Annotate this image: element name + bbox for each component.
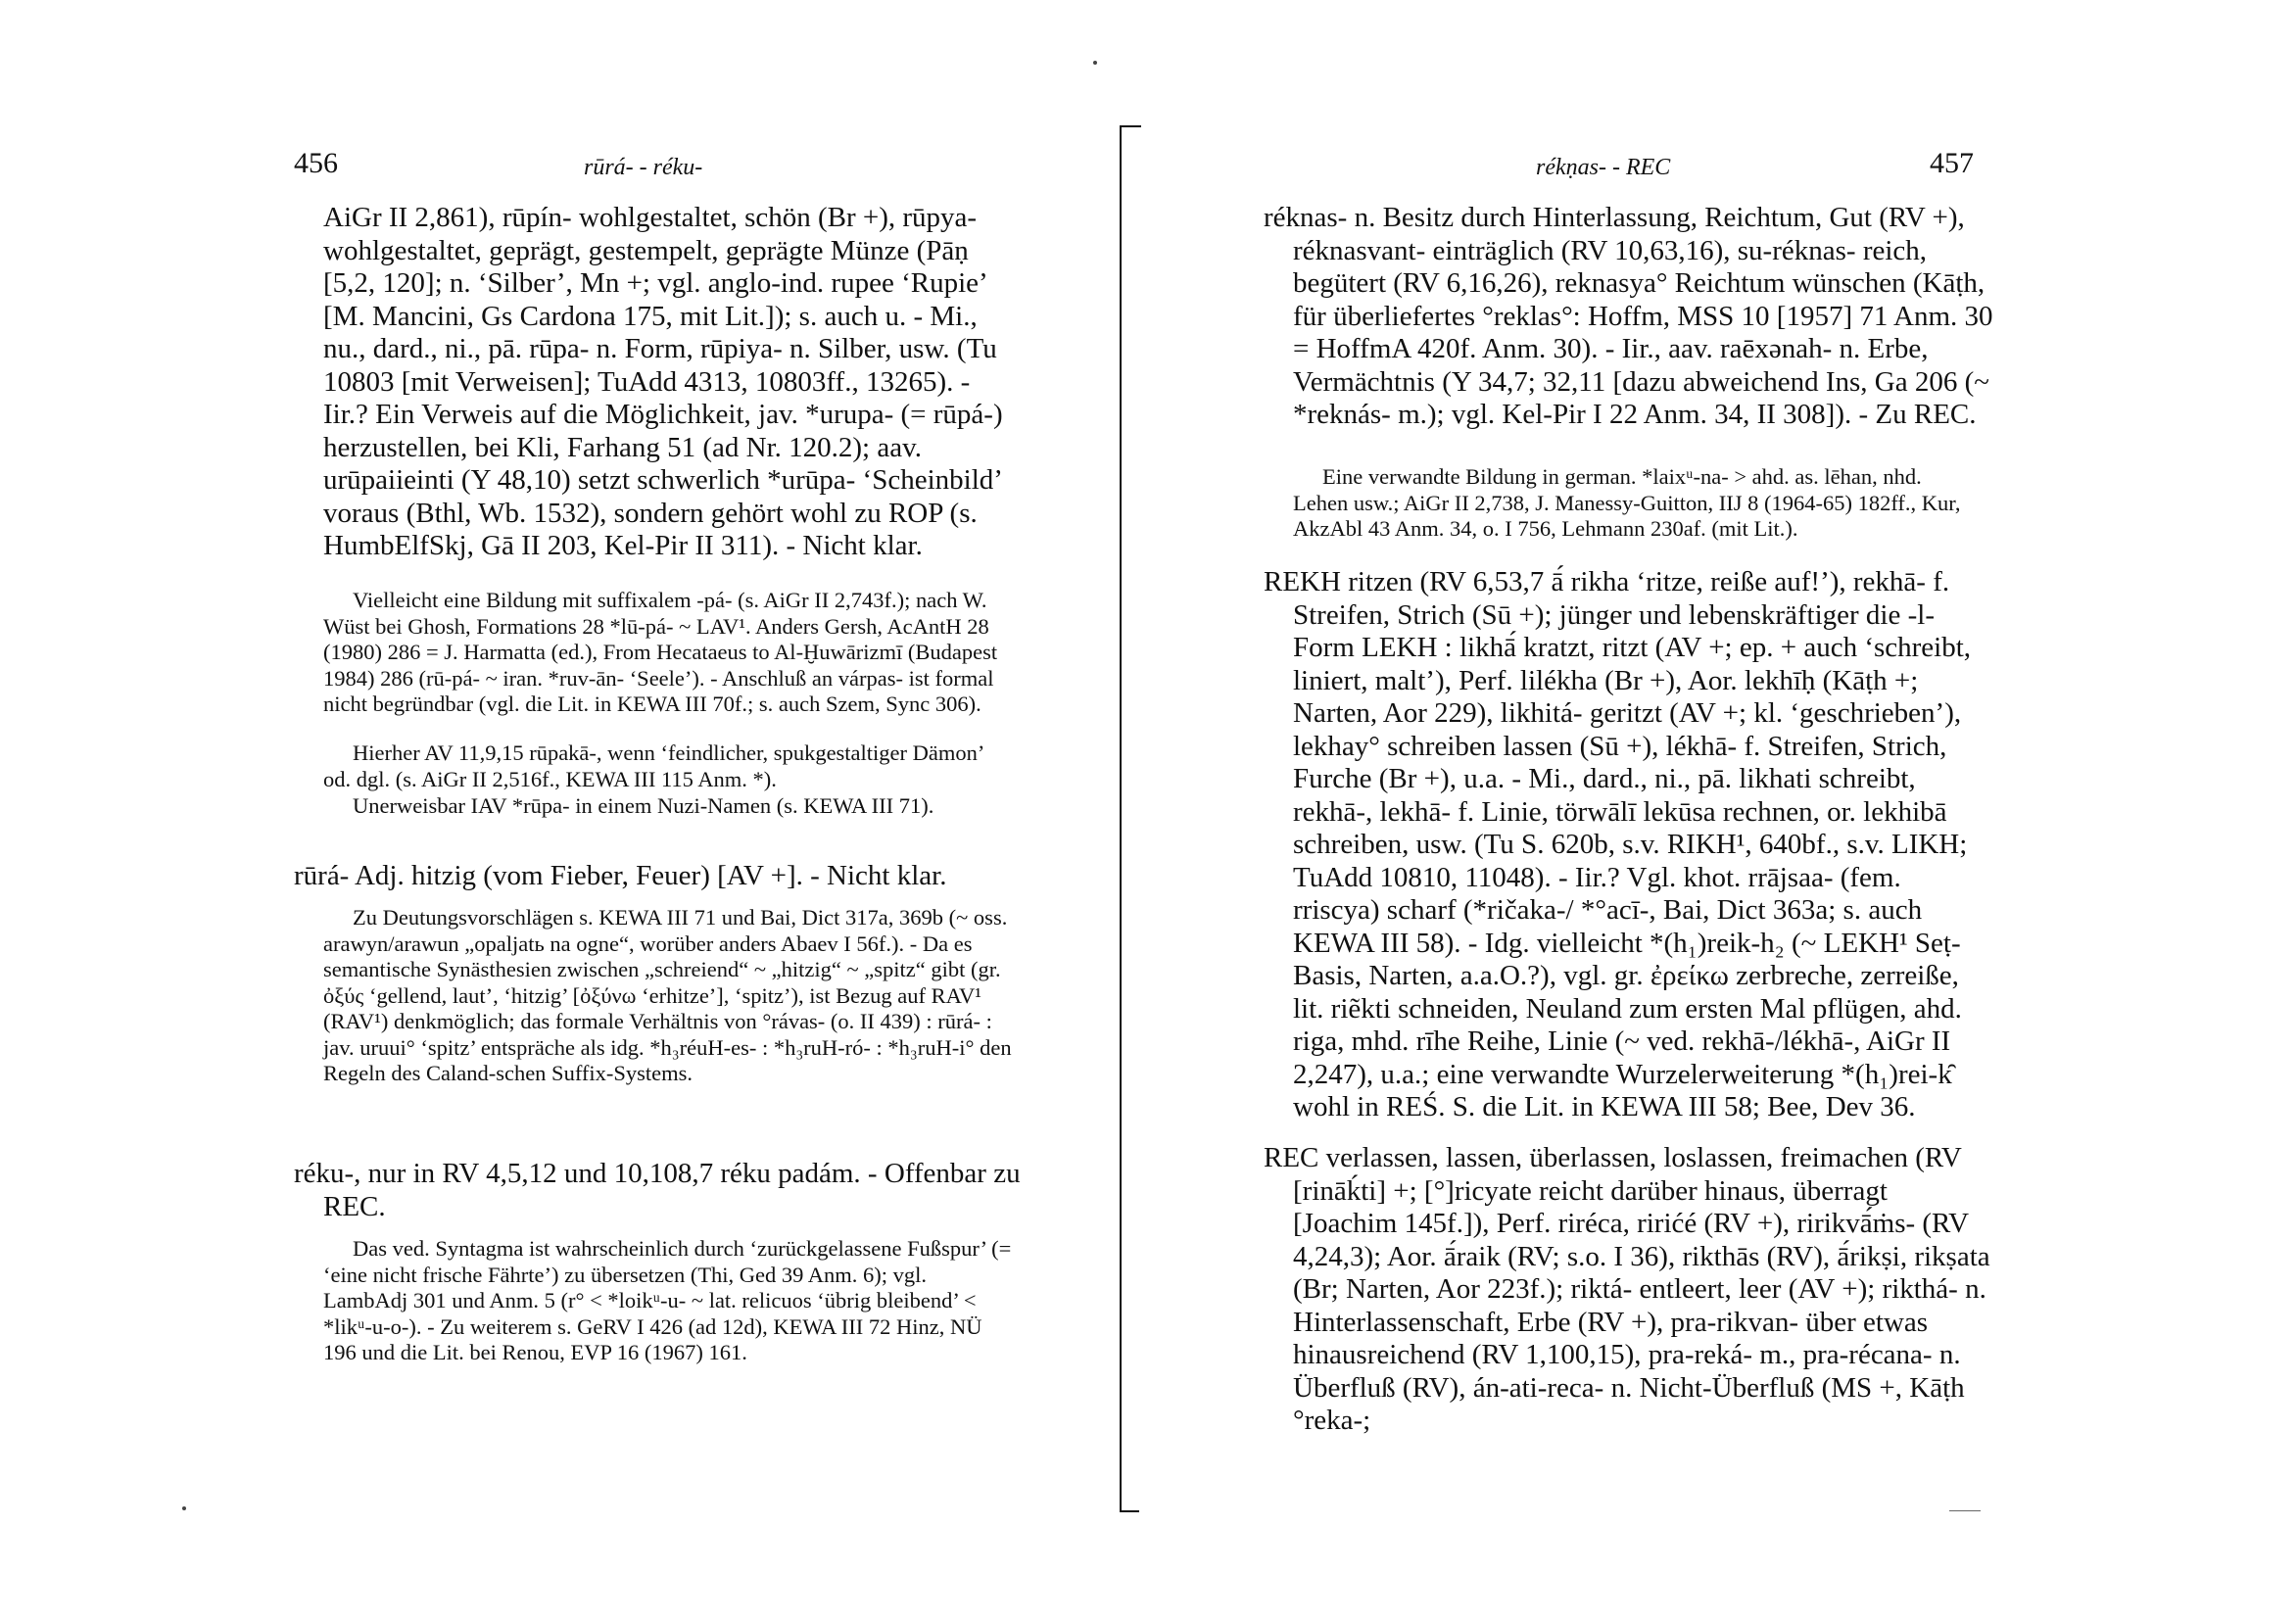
footnote-paragraph: Hierher AV 11,9,15 rūpakā-, wenn ‘feindlicher, spukgestaltiger Dämon’ od. dgl. (s. AiGr II 2,516f., KEWA III 115 Anm. *). [323,740,983,791]
page-number: 456 [294,147,338,179]
scan-speck [182,1506,186,1510]
running-head: rūrá- - réku- [584,155,703,180]
footnote-paragraph: Zu Deutungsvorschlägen s. KEWA III 71 und Bai, Dict 317a, 369b (~ oss. arawyn/arawun „opaljatь na ogne“, worüber anders Abaev I 56f.). - Da es semantische Synästhesien zwischen „schreiend“ ~ „hitzig“ ~ „spitz“ gibt (gr. ὀξύς ‘gellend, laut’, ‘hitzig’ [ὀξύνω ‘erhitze’], ‘spitz’), ist Bezug auf RAV¹ (RAV¹) denkmöglich; das formale Verhältnis von °rávas- (o. II 439) : rūrá- : jav. uruui° ‘spitz’ entspräche als idg. *h₃réuH-es- : *h₃ruH-ró- : *h₃ruH-i° den Regeln des Caland-schen Suffix-Systems. [323,905,1012,1085]
running-head: rékṇas- - REC [1536,155,1671,180]
entry-reku: réku-, nur in RV 4,5,12 und 10,108,7 réku padám. - Offenbar zu REC. [294,1158,1021,1222]
page-number: 457 [1930,147,1974,179]
footnote-paragraph: Das ved. Syntagma ist wahrscheinlich durch ‘zurückgelassene Fußspur’ (= ‘eine nicht frische Fährte’) zu übersetzen (Thi, Ged 39 Anm. 6); vgl. LambAdj 301 und Anm. 5 (r° < *loikᵘ-u- ~ lat. relicuos ‘übrig bleibend’ < *likᵘ-u-o-). - Zu weiterem s. GeRV I 426 (ad 12d), KEWA III 72 Hinz, NÜ 196 und die Lit. bei Renou, EVP 16 (1967) 161. [323,1236,1012,1364]
entry-rura: rūrá- Adj. hitzig (vom Fieber, Feuer) [AV +]. - Nicht klar. [294,860,947,891]
entry-continuation: AiGr II 2,861), rūpín- wohlgestaltet, schön (Br +), rūpya- wohlgestaltet, geprägt, gestempelt, geprägte Münze (Pāṇ [5,2, 120]; n. ‘Silber’, Mn +; vgl. anglo-ind. rupee ‘Rupie’ [M. Mancini, Gs Cardona 175, mit Lit.]); s. auch u. - Mi., nu., dard., ni., pā. rūpa- n. Form, rūpiya- n. Silber, usw. (Tu 10803 [mit Verweisen]; TuAdd 4313, 10803ff., 13265). - Iir.? Ein Verweis auf die Möglichkeit, jav. *urupa- (= rūpá-) herzustellen, bei Kli, Farhang 51 (ad Nr. 120.2); aav. urūpaiieinti (Y 48,10) setzt schwerlich *urūpa- ‘Scheinbild’ voraus (Bthl, Wb. 1532), sondern gehört wohl zu ROP (s. HumbElfSkj, Gā II 203, Kel-Pir II 311). - Nicht klar. [323,202,1003,561]
binding-rule [1120,125,1122,1512]
entry-rekh: REKH ritzen (RV 6,53,7 ā́ rikha ‘ritze, reiße auf!’), rekhā- f. Streifen, Strich (Sū +); jünger und lebenskräftiger die -l-Form LEKH : likhā́ kratzt, ritzt (AV +; ep. + auch ‘schreibt, liniert, malt’), Perf. lilékha (Br +), Aor. lekhīḥ (Kāṭh +; Narten, Aor 229), likhitá- geritzt (AV +; kl. ‘geschrieben’), lekhay° schreiben lassen (Sū +), lékhā- f. Streifen, Strich, Furche (Br +), u.a. - Mi., dard., ni., pā. likhati schreibt, rekhā-, lekhā- f. Linie, törwālī lekūsa rechnen, or. lekhibā schreiben, usw. (Tu S. 620b, s.v. RIKH¹, 640bf., s.v. LIKH; TuAdd 10810, 11048). - Iir.? Vgl. khot. rrājsaa- (fem. rriscya) scharf (*ričaka-/ *°acī-, Bai, Dict 363a; s. auch KEWA III 58). - Idg. vielleicht *(h₁)reik-h₂ (~ LEKH¹ Seṭ-Basis, Narten, a.a.O.?), vgl. gr. ἐρείκω zerbreche, zerreiße, lit. riẽkti schneiden, Neuland zum ersten Mal pflügen, ahd. riga, mhd. rīhe Reihe, Linie (~ ved. rekhā-/lékhā-, AiGr II 2,247), u.a.; eine verwandte Wurzelerweiterung *(h₁)rei-k̑ wohl in REŚ. S. die Lit. in KEWA III 58; Bee, Dev 36. [1264,566,1972,1122]
entry-reknas: réknas- n. Besitz durch Hinterlassung, Reichtum, Gut (RV +), réknasvant- einträglich (RV 10,63,16), su-réknas- reich, begütert (RV 6,16,26), reknasya° Reichtum wünschen (Kāṭh, für überliefertes °reklas°: Hoffm, MSS 10 [1957] 71 Anm. 30 = HoffmA 420f. Anm. 30). - Iir., aav. raēxənah- n. Erbe, Vermächtnis (Y 34,7; 32,11 [dazu abweichend Ins, Ga 206 (~ *reknás- m.); vgl. Kel-Pir I 22 Anm. 34, II 308]). - Zu REC. [1264,202,1993,430]
right-page [1126,0,2296,1622]
entry-rec: REC verlassen, lassen, überlassen, loslassen, freimachen (RV [rināḱti] +; [°]ricyate reicht darüber hinaus, überragt [Joachim 145f.]), Perf. riréca, ririćé (RV +), ririkvā́ṁs- (RV 4,24,3); Aor. ā́raik (RV; s.o. I 36), rikthās (RV), ā́rikṣi, rikṣata (Br; Narten, Aor 223f.); riktá- entleert, leer (AV +); rikthá- n. Hinterlassenschaft, Erbe (RV +), pra-rikvan- über etwas hinausreichend (RV 1,100,15), pra-reká- m., pra-récana- n. Überfluß (RV), án-ati-reca- n. Nicht-Überfluß (MS +, Kāṭh °reka-; [1264,1142,1990,1436]
left-page [0,0,1126,1622]
footnote-paragraph: Vielleicht eine Bildung mit suffixalem -pá- (s. AiGr II 2,743f.); nach W. Wüst bei Ghosh, Formations 28 *lū-pá- ~ LAV¹. Anders Gersh, AcAntH 28 (1980) 286 = J. Harmatta (ed.), From Hecataeus to Al-Ḫuwārizmī (Budapest 1984) 286 (rū-pá- ~ iran. *ruv-ān- ‘Seele’). - Anschluß an várpas- ist formal nicht begründbar (vgl. die Lit. in KEWA III 70f.; s. auch Szem, Sync 306). [323,588,998,716]
scan-speck [1093,61,1097,65]
footnote-paragraph: Unerweisbar IAV *rūpa- in einem Nuzi-Namen (s. KEWA III 71). [353,793,934,818]
footnote-paragraph: Eine verwandte Bildung in german. *laixᵘ-na- > ahd. as. lēhan, nhd. Lehen usw.; AiGr II 2,738, J. Manessy-Guitton, IIJ 8 (1964-65) 182ff., Kur, AkzAbl 43 Anm. 34, o. I 756, Lehmann 230af. (mit Lit.). [1293,464,1961,541]
